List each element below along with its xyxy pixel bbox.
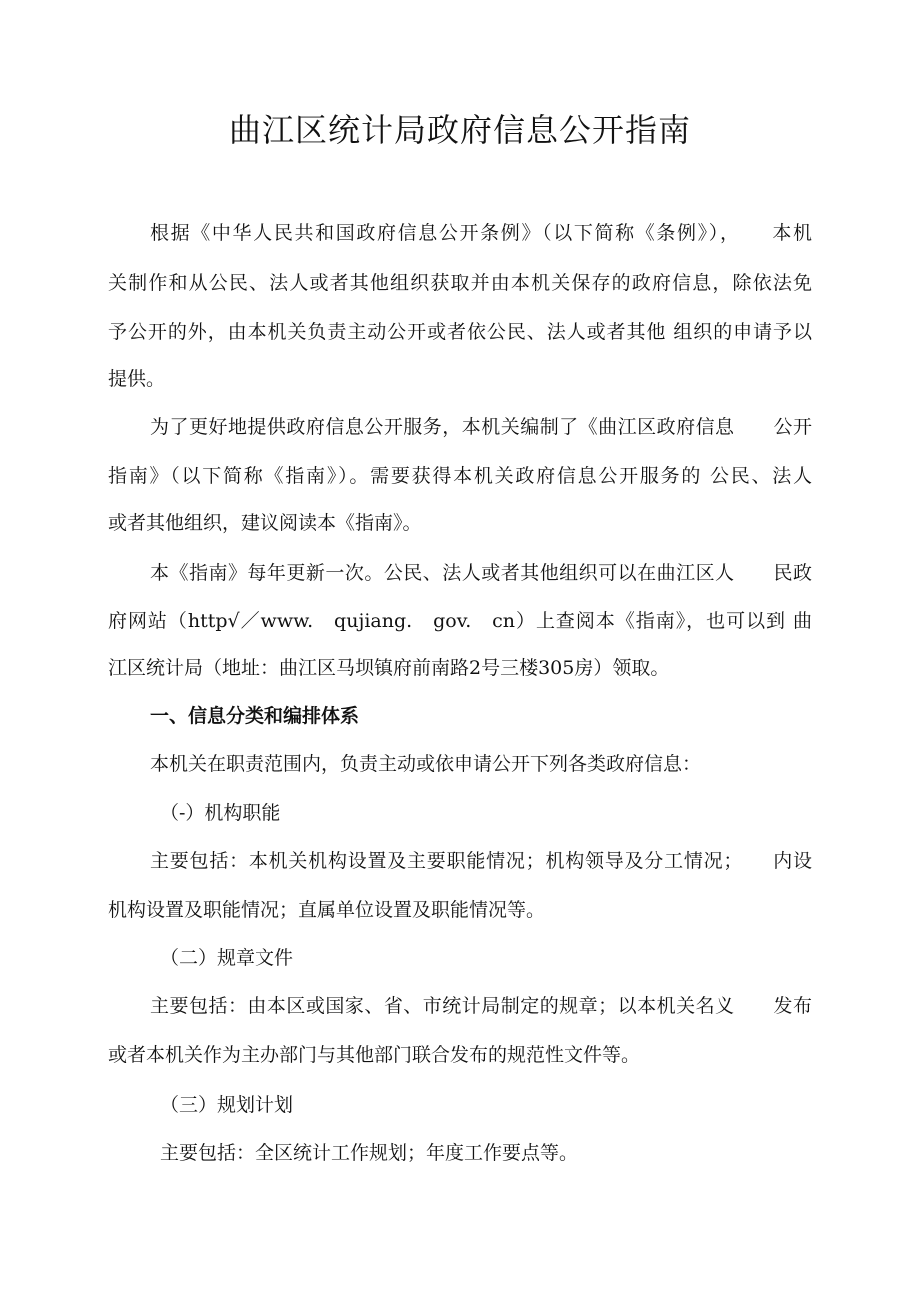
paragraph-line: 主要包括：由本区或国家、省、市统计局制定的规章；以本机关名义 发布 [150,995,812,1017]
paragraph-line: 关制作和从公民、法人或者其他组织获取并由本机关保存的政府信息，除依法免 [108,272,812,294]
paragraph-line: 予公开的外，由本机关负责主动公开或者依公民、法人或者其他 组织的申请予以 [108,321,812,343]
paragraph-line: 机构设置及职能情况；直属单位设置及职能情况等。 [108,899,546,921]
paragraph-line: 指南》（以下简称《指南》）。需要获得本机关政府信息公开服务的 公民、法人 [108,465,812,487]
paragraph-line: 或者本机关作为主办部门与其他部门联合发布的规范性文件等。 [108,1044,641,1066]
paragraph-line: 江区统计局（地址：曲江区马坝镇府前南路2号三楼305房）领取。 [108,657,670,679]
paragraph-line: 本机关在职责范围内，负责主动或依申请公开下列各类政府信息： [150,753,702,775]
section-heading: 一、信息分类和编排体系 [150,705,360,727]
paragraph-line: 本《指南》每年更新一次。公民、法人或者其他组织可以在曲江区人 民政 [150,562,812,584]
subsection-heading: （二）规章文件 [160,947,294,969]
paragraph-line: 根据《中华人民共和国政府信息公开条例》（以下简称《条例》）， 本机 [150,222,812,244]
subsection-heading: （-）机构职能 [160,802,281,824]
paragraph-line: 或者其他组织，建议阅读本《指南》。 [108,512,422,534]
subsection-heading: （三）规划计划 [160,1094,294,1116]
paragraph-line: 主要包括：全区统计工作规划；年度工作要点等。 [160,1142,579,1164]
paragraph-line: 提供。 [108,368,166,390]
paragraph-line: 为了更好地提供政府信息公开服务，本机关编制了《曲江区政府信息 公开 [150,416,812,438]
paragraph-line: 府网站（http√／www. qujiang. gov. cn）上查阅本《指南》，也可以到 曲 [108,610,812,632]
page-title: 曲江区统计局政府信息公开指南 [228,111,691,149]
paragraph-line: 主要包括：本机关机构设置及主要职能情况；机构领导及分工情况； 内设 [150,850,812,872]
